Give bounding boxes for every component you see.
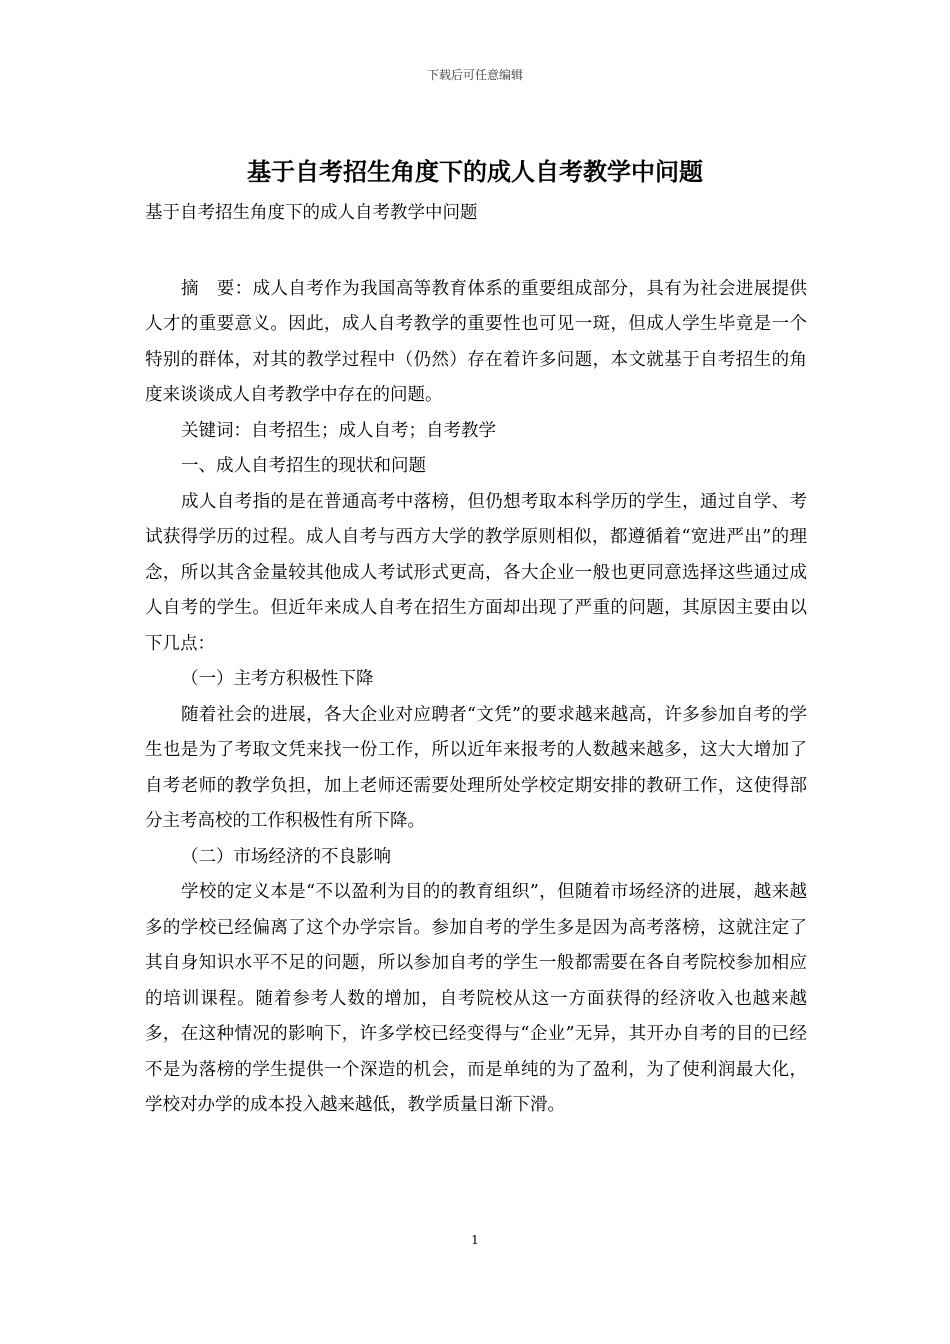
section-paragraph-1: 成人自考指的是在普通高考中落榜，但仍想考取本科学历的学生，通过自学、考试获得学历的过程。成人自考与西方大学的教学原则相似，都遵循着“宽进严出”的理念，所以其含金量较其他成人考试形式更高，各大企业一般也更同意选择这些通过成人自考的学生。但近年来成人自考在招生方面却出现了严重的问题，其原因主要由以下几点： [145, 491, 807, 654]
spacer [145, 232, 807, 272]
abstract-paragraph: 摘 要：成人自考作为我国高等教育体系的重要组成部分，具有为社会进展提供人才的重要意义。因此，成人自考教学的重要性也可见一斑，但成人学生毕竟是一个特别的群体，对其的教学过程中（仍然）存在着许多问题，本文就基于自考招生的角度来谈谈成人自考教学中存在的问题。 [145, 278, 807, 405]
subsection-heading-1: （一）主考方积极性下降 [181, 669, 374, 689]
document-title: 基于自考招生角度下的成人自考教学中问题 [247, 157, 703, 186]
header-note: 下载后可任意编辑 [426, 68, 523, 82]
page-number: 1 [471, 1233, 479, 1247]
subsection-heading-2: （二）市场经济的不良影响 [181, 846, 391, 867]
subsection-paragraph-1: 随着社会的进展，各大企业对应聘者“文凭”的要求越来越高，许多参加自考的学生也是为了考取文凭来找一份工作，所以近年来报考的人数越来越多，这大大增加了自考老师的教学负担，加上老师还需要处理所处学校定期安排的教研工作，这使得部分主考高校的工作积极性有所下降。 [145, 704, 807, 831]
section-heading-1: 一、成人自考招生的现状和问题 [181, 456, 426, 476]
document-body [145, 196, 807, 1124]
subsection-paragraph-2: 学校的定义本是“不以盈利为目的的教育组织”，但随着市场经济的进展，越来越多的学校已经偏离了这个办学宗旨。参加自考的学生多是因为高考落榜，这就注定了其自身知识水平不足的问题，所以参加自考的学生一般都需要在各自考院校参加相应的培训课程。随着参考人数的增加，自考院校从这一方面获得的经济收入也越来越多，在这种情况的影响下，许多学校已经变得与“企业”无异，其开办自考的目的已经不是为落榜的学生提供一个深造的机会，而是单纯的为了盈利，为了使利润最大化，学校对办学的成本投入越来越低，教学质量日渐下滑。 [145, 882, 807, 1115]
subtitle: 基于自考招生角度下的成人自考教学中问题 [145, 203, 478, 223]
keywords-line: 关键词：自考招生；成人自考；自考教学 [181, 420, 496, 441]
